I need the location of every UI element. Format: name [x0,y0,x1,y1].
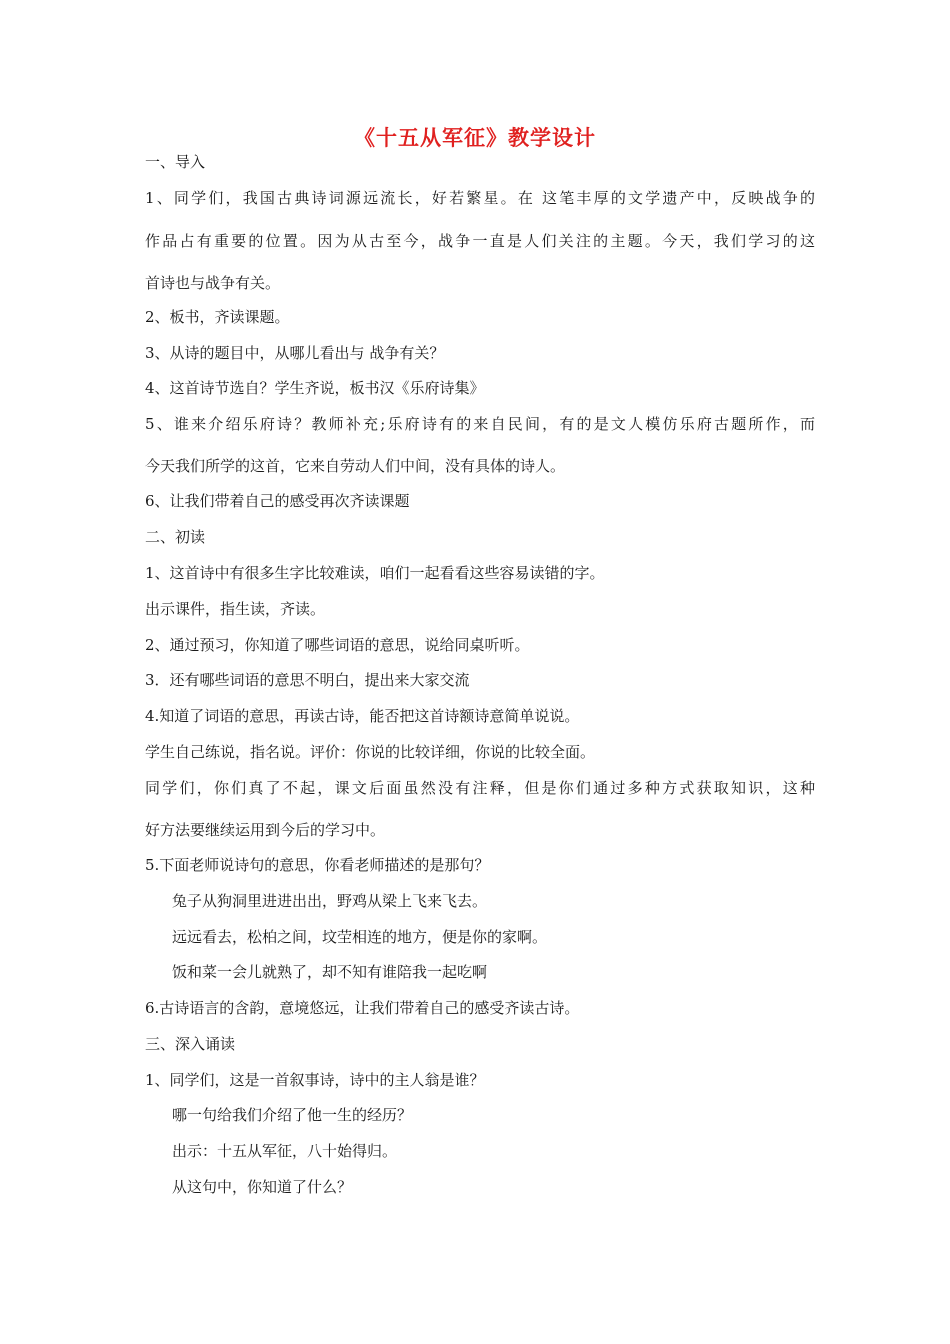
paragraph-line: 学生自己练说，指名说。评价：你说的比较详细，你说的比较全面。 [145,743,596,761]
paragraph-line: 2、通过预习，你知道了哪些词语的意思，说给同桌听听。 [145,636,530,654]
section-heading: 二、初读 [145,528,206,546]
paragraph-line: 哪一句给我们介绍了他一生的经历？ [172,1106,413,1124]
paragraph-line: 好方法要继续运用到今后的学习中。 [145,821,386,839]
paragraph-line: 4、这首诗节选自？学生齐说，板书汉《乐府诗集》 [145,379,485,397]
paragraph-line: 2、板书，齐读课题。 [145,308,290,326]
paragraph-line: 出示课件，指生读，齐读。 [145,600,326,618]
paragraph-line: 5.下面老师说诗句的意思，你看老师描述的是那句？ [145,856,490,874]
paragraph-line: 4.知道了词语的意思，再读古诗，能否把这首诗额诗意简单说说。 [145,707,580,725]
paragraph-line: 兔子从狗洞里进进出出，野鸡从梁上飞来飞去。 [172,892,488,910]
paragraph-line: 作品占有重要的位置。因为从古至今，战争一直是人们关注的主题。今天，我们学习的这 [145,232,815,250]
section-heading: 三、深入诵读 [145,1035,236,1053]
section-heading: 一、导入 [145,153,206,171]
paragraph-line: 远远看去，松柏之间，坟茔相连的地方，便是你的家啊。 [172,928,548,946]
paragraph-line: 今天我们所学的这首，它来自劳动人们中间，没有具体的诗人。 [145,457,566,475]
paragraph-line: 出示：十五从军征，八十始得归。 [172,1142,398,1160]
paragraph-line: 6、让我们带着自己的感受再次齐读课题 [145,492,410,510]
paragraph-line: 饭和菜一会儿就熟了，却不知有谁陪我一起吃啊 [172,963,488,981]
paragraph-line: 1、同学们，这是一首叙事诗，诗中的主人翁是谁？ [145,1071,485,1089]
paragraph-line: 首诗也与战争有关。 [145,274,281,292]
paragraph-line: 1、同学们，我国古典诗词源远流长，好若繁星。在 这笔丰厚的文学遗产中，反映战争的 [145,189,815,207]
paragraph-line: 从这句中，你知道了什么？ [172,1178,353,1196]
paragraph-line: 6.古诗语言的含韵，意境悠远，让我们带着自己的感受齐读古诗。 [145,999,580,1017]
paragraph-line: 3．还有哪些词语的意思不明白，提出来大家交流 [145,671,470,689]
page-title: 《十五从军征》教学设计 [354,125,596,150]
paragraph-line: 1、这首诗中有很多生字比较难读，咱们一起看看这些容易读错的字。 [145,564,605,582]
paragraph-line: 同学们，你们真了不起，课文后面虽然没有注释，但是你们通过多种方式获取知识，这种 [145,779,815,797]
paragraph-line: 3、从诗的题目中，从哪儿看出与 战争有关？ [145,344,445,362]
paragraph-line: 5、谁来介绍乐府诗？教师补充;乐府诗有的来自民间，有的是文人模仿乐府古题所作，而 [145,415,815,433]
